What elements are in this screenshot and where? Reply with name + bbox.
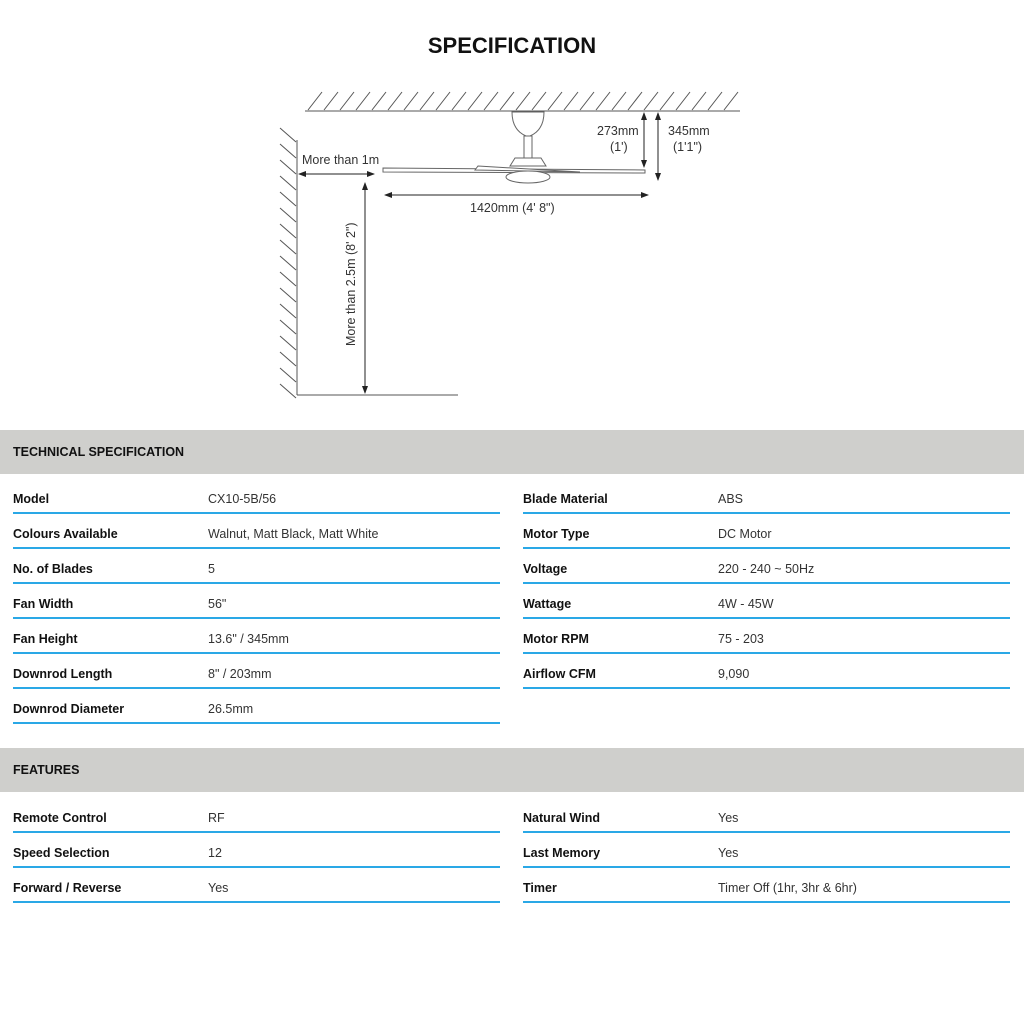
drop1-label: 273mm bbox=[597, 124, 639, 138]
spec-label: Speed Selection bbox=[13, 846, 110, 860]
drop2-label: 345mm bbox=[668, 124, 710, 138]
spec-row bbox=[523, 798, 1010, 833]
spec-value: Timer Off (1hr, 3hr & 6hr) bbox=[718, 881, 857, 895]
fan-illustration bbox=[383, 112, 645, 183]
spec-value: 220 - 240 ~ 50Hz bbox=[718, 562, 815, 576]
spec-label: Natural Wind bbox=[523, 811, 600, 825]
spec-value: Walnut, Matt Black, Matt White bbox=[208, 527, 379, 541]
features-left-table bbox=[13, 798, 500, 903]
side-clearance-label: More than 1m bbox=[302, 153, 380, 167]
spec-label: Wattage bbox=[523, 597, 572, 611]
spec-label: Motor RPM bbox=[523, 632, 589, 646]
spec-value: CX10-5B/56 bbox=[208, 492, 277, 506]
drop2-ft-label: (1'1") bbox=[673, 140, 703, 154]
spec-value: Yes bbox=[208, 881, 229, 895]
tech-spec-header: TECHNICAL SPECIFICATION bbox=[0, 430, 1024, 474]
spec-row bbox=[13, 619, 500, 654]
spec-row bbox=[13, 654, 500, 689]
spec-value: RF bbox=[208, 811, 225, 825]
spec-value: DC Motor bbox=[718, 527, 772, 541]
spec-label: Downrod Diameter bbox=[13, 702, 125, 716]
spec-label: Motor Type bbox=[523, 527, 590, 541]
spec-row bbox=[523, 619, 1010, 654]
spec-value: 12 bbox=[208, 846, 222, 860]
drop1-ft-label: (1') bbox=[610, 140, 628, 154]
spec-value: ABS bbox=[718, 492, 744, 506]
spec-value: 5 bbox=[208, 562, 215, 576]
spec-label: Colours Available bbox=[13, 527, 118, 541]
spec-value: 75 - 203 bbox=[718, 632, 764, 646]
spec-value: 4W - 45W bbox=[718, 597, 774, 611]
installation-diagram bbox=[0, 0, 1024, 420]
spec-label: Voltage bbox=[523, 562, 568, 576]
spec-label: Model bbox=[13, 492, 50, 506]
spec-label: Downrod Length bbox=[13, 667, 113, 681]
floor-clearance-label: More than 2.5m (8' 2") bbox=[344, 222, 358, 346]
page-title: SPECIFICATION bbox=[427, 33, 597, 58]
spec-value: 13.6" / 345mm bbox=[208, 632, 289, 646]
spec-row bbox=[523, 514, 1010, 549]
spec-label: Fan Height bbox=[13, 632, 78, 646]
spec-label: Last Memory bbox=[523, 846, 601, 860]
spec-label: No. of Blades bbox=[13, 562, 93, 576]
spec-label: Forward / Reverse bbox=[13, 881, 122, 895]
spec-row bbox=[13, 833, 500, 868]
spec-label: Remote Control bbox=[13, 811, 107, 825]
spec-label: Timer bbox=[523, 881, 557, 895]
spec-label: Blade Material bbox=[523, 492, 608, 506]
spec-row bbox=[523, 479, 1010, 514]
tech-right-table bbox=[523, 479, 1010, 689]
spec-value: 56" bbox=[208, 597, 227, 611]
spec-value: 8" / 203mm bbox=[208, 667, 272, 681]
spec-row bbox=[13, 549, 500, 584]
spec-value: Yes bbox=[718, 846, 739, 860]
spec-row bbox=[523, 549, 1010, 584]
spec-value: Yes bbox=[718, 811, 739, 825]
spec-row bbox=[13, 798, 500, 833]
spec-label: Airflow CFM bbox=[523, 667, 596, 681]
ceiling bbox=[305, 92, 740, 111]
spec-row bbox=[523, 584, 1010, 619]
features-right-table bbox=[523, 798, 1010, 903]
spec-row bbox=[523, 833, 1010, 868]
spec-row bbox=[523, 654, 1010, 689]
tech-left-table bbox=[13, 479, 500, 724]
features-header: FEATURES bbox=[0, 748, 1024, 792]
spec-row bbox=[13, 479, 500, 514]
spec-row bbox=[13, 584, 500, 619]
spec-value: 9,090 bbox=[718, 667, 750, 681]
spec-row bbox=[13, 514, 500, 549]
spec-row bbox=[13, 689, 500, 724]
spec-row bbox=[523, 868, 1010, 903]
spec-row bbox=[13, 868, 500, 903]
spec-label: Fan Width bbox=[13, 597, 74, 611]
span-label: 1420mm (4' 8") bbox=[470, 201, 555, 215]
spec-value: 26.5mm bbox=[208, 702, 254, 716]
